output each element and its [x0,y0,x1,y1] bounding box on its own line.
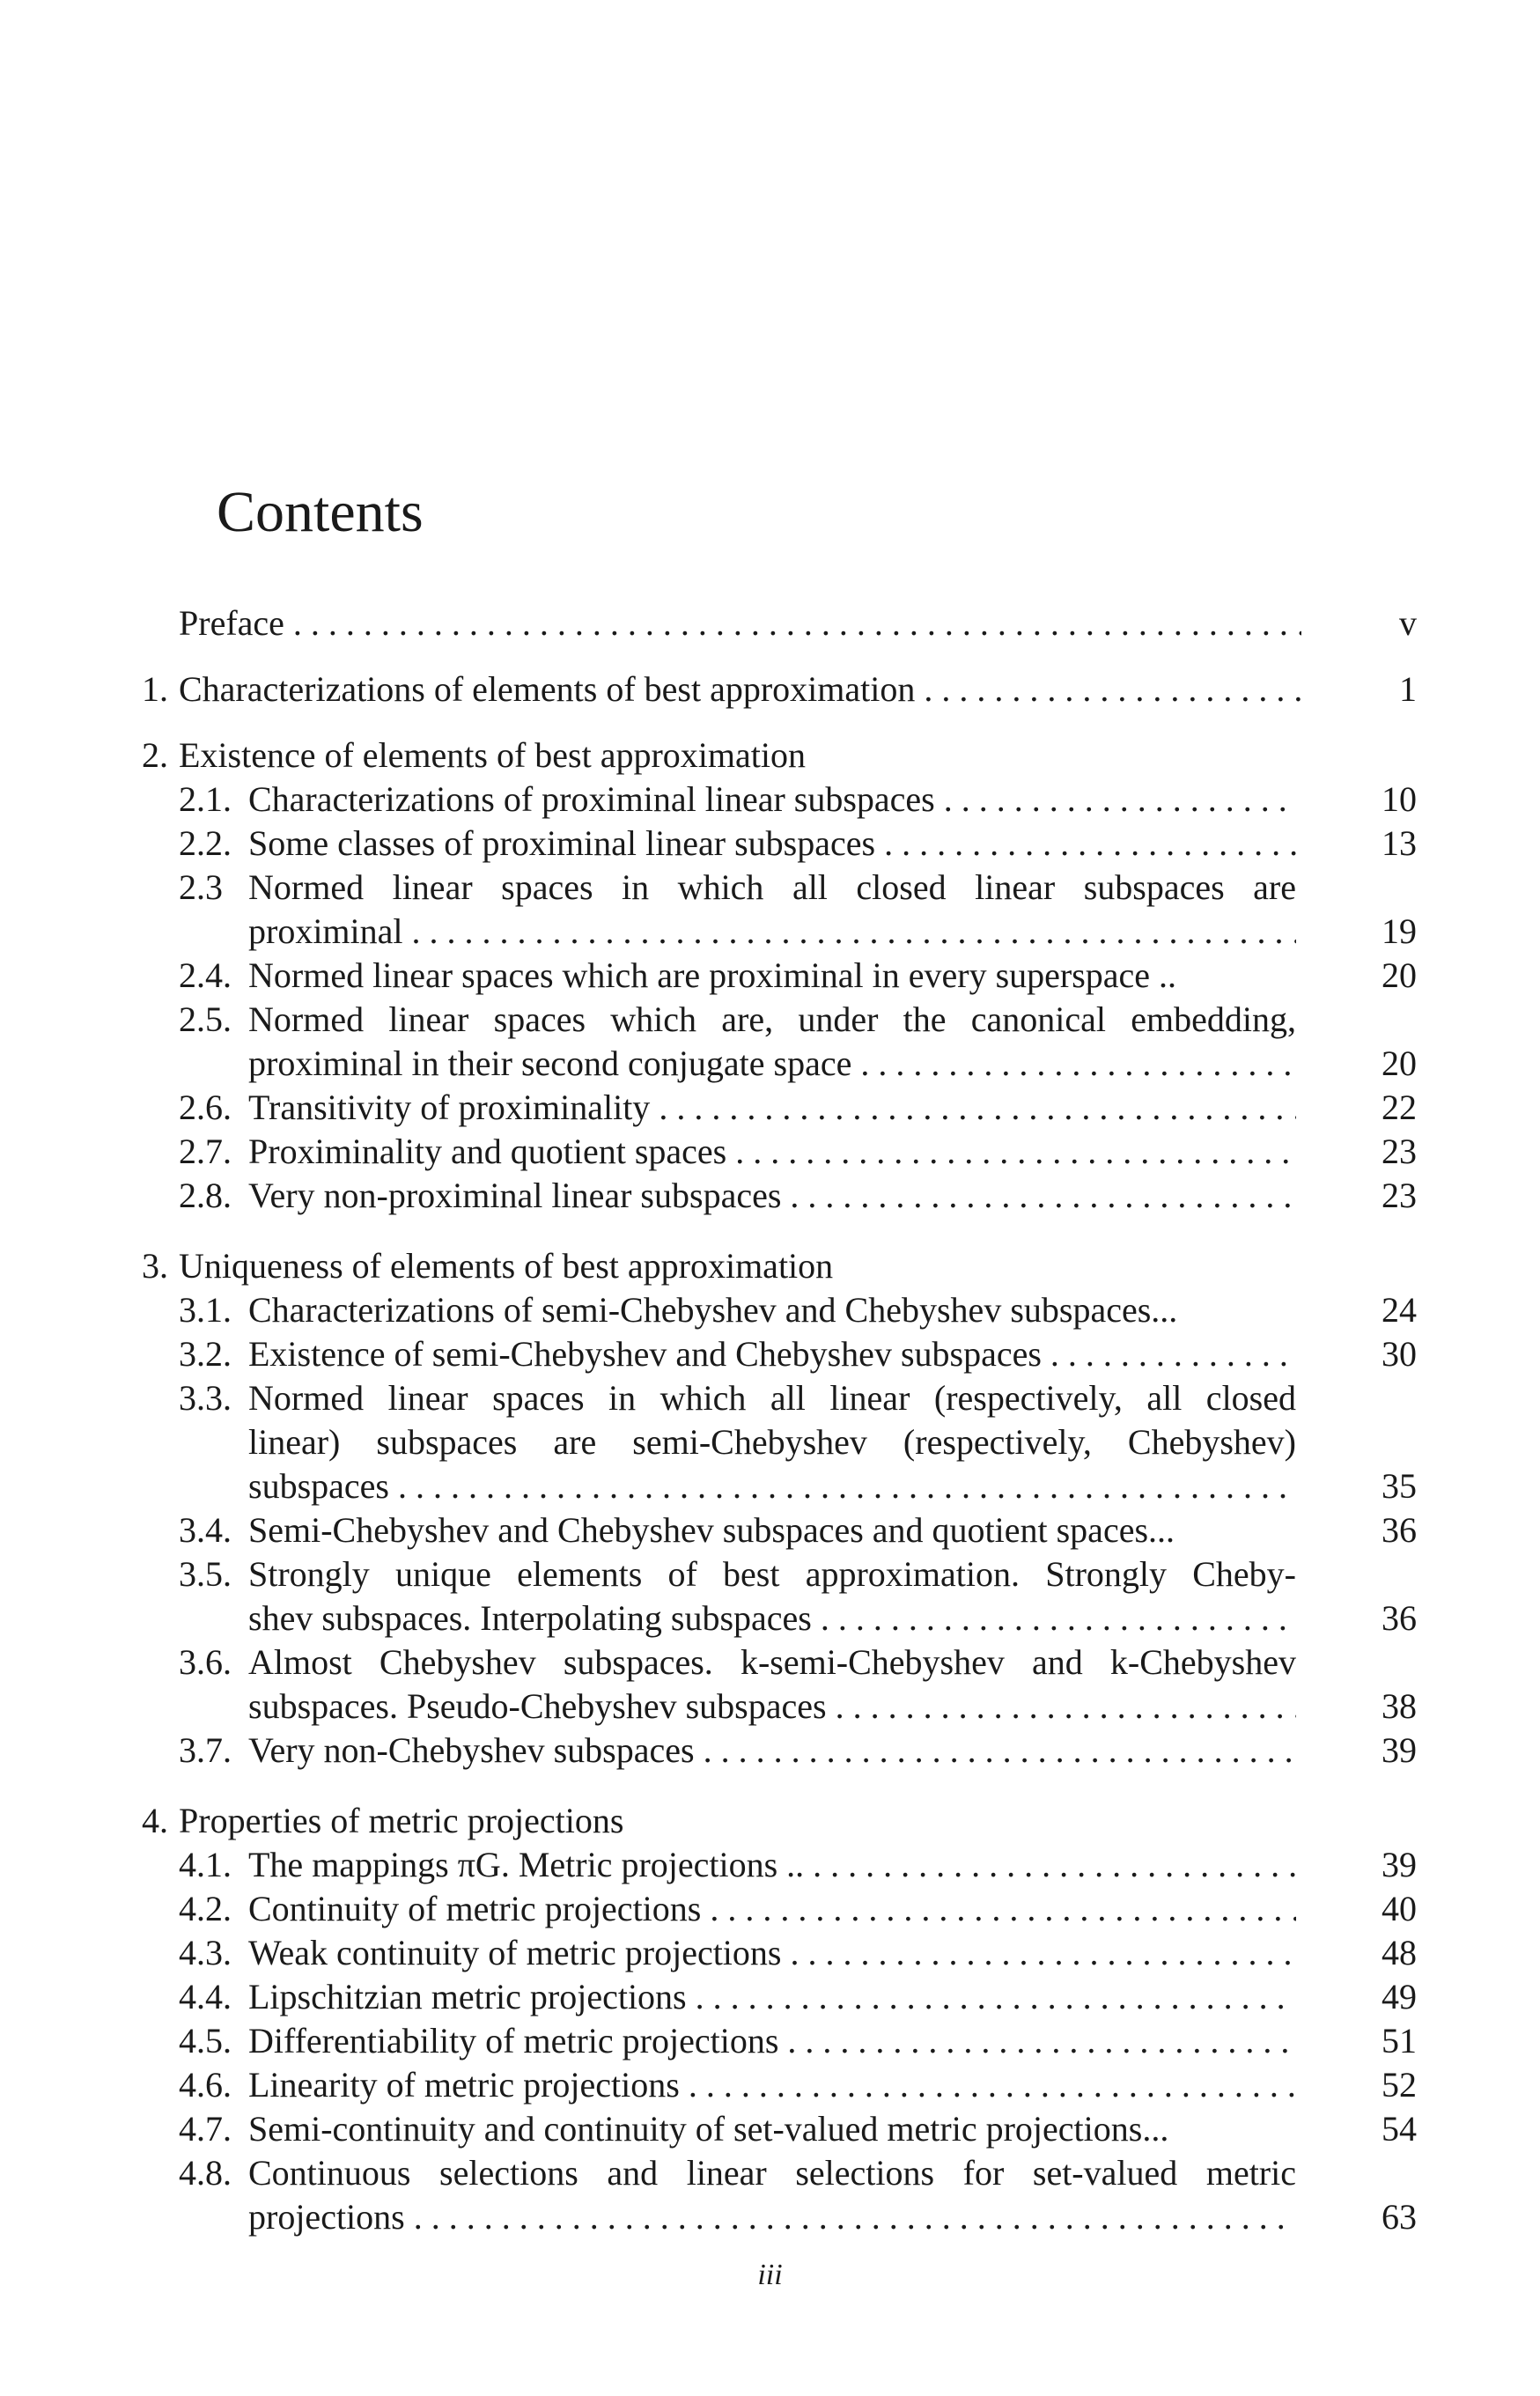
section-number: 4.2. [179,1889,232,1928]
chapter-title: Properties of metric projections [179,1801,624,1840]
toc-page-number: 1 [1399,669,1417,709]
section-title: Continuity of metric projections . . . [248,1887,1296,1931]
section-title-continued: subspaces . . . [248,1464,1296,1508]
section-title: Existence of semi-Chebyshev and Chebyshev subspaces . . . [248,1332,1296,1376]
toc-page-number: 35 [1382,1466,1417,1506]
section-title: The mappings πG. Metric projections .. . . . [248,1843,1296,1887]
section-number: 3.7. [179,1730,232,1770]
section-title: Normed linear spaces which are proximinal in every superspace .. [248,955,1177,995]
chapter-title: Characterizations of elements of best approximation . . . [179,667,1301,711]
toc-section-2-3-cont [0,910,1540,954]
section-title: Semi-Chebyshev and Chebyshev subspaces and quotient spaces... [248,1510,1175,1550]
section-number: 2.1. [179,779,232,819]
toc-section-3-5-cont [0,1596,1540,1640]
section-title: Strongly unique elements of best approximation. Strongly Cheby- [248,1554,1296,1594]
toc-page-number: v [1399,603,1417,643]
section-number: 2.6. [179,1087,232,1127]
toc-section-3-1 [0,1288,1540,1332]
section-title: Almost Chebyshev subspaces. k-semi-Chebyshev and k-Chebyshev [248,1642,1296,1682]
section-number: 2.4. [179,955,232,995]
section-number: 2.7. [179,1132,232,1171]
toc-section-2-5 [0,998,1540,1042]
toc-page-number: 22 [1382,1087,1417,1127]
section-title: Very non-Chebyshev subspaces . . . [248,1729,1296,1773]
chapter-title: Uniqueness of elements of best approximation [179,1246,834,1286]
section-number: 3.4. [179,1510,232,1550]
toc-page-number: 10 [1382,779,1417,819]
toc-section-4-6 [0,2063,1540,2107]
toc-page-number: 52 [1382,2065,1417,2105]
toc-section-4-4 [0,1975,1540,2019]
toc-section-3-3-cont [0,1420,1540,1464]
toc-page-number: 13 [1382,823,1417,863]
toc-chapter-2 [0,734,1540,778]
toc-page-number: 23 [1382,1132,1417,1171]
chapter-number: 3. [142,1246,168,1286]
toc-page-number: 20 [1382,955,1417,995]
section-title: Linearity of metric projections . . . [248,2063,1296,2107]
toc-page-number: 39 [1382,1845,1417,1884]
section-title: Differentiability of metric projections . . . [248,2019,1296,2063]
toc-section-4-3 [0,1931,1540,1975]
toc-page-number: 19 [1382,911,1417,951]
toc-section-4-1 [0,1843,1540,1887]
toc-section-4-7 [0,2107,1540,2151]
toc-chapter-3 [0,1244,1540,1288]
section-title: Some classes of proximinal linear subspaces . . . [248,822,1296,866]
toc-page-number: 39 [1382,1730,1417,1770]
section-title: Continuous selections and linear selections for set-valued metric [248,2153,1296,2193]
toc-section-3-2 [0,1332,1540,1376]
section-number: 4.8. [179,2153,232,2193]
toc-section-3-3 [0,1376,1540,1420]
toc-page-number: 30 [1382,1334,1417,1374]
toc-section-2-4 [0,954,1540,998]
section-number: 4.4. [179,1977,232,2016]
toc-section-2-6 [0,1086,1540,1130]
toc-section-4-8-cont [0,2195,1540,2239]
section-number: 4.5. [179,2021,232,2061]
section-number: 3.2. [179,1334,232,1374]
toc-section-2-5-cont [0,1042,1540,1086]
toc-page-number: 36 [1382,1598,1417,1638]
toc-page-number: 38 [1382,1686,1417,1726]
section-title: Semi-continuity and continuity of set-valued metric projections... [248,2109,1169,2149]
section-title-continued: projections . . . [248,2195,1296,2239]
toc-page-number: 24 [1382,1290,1417,1330]
section-number: 3.5. [179,1554,232,1594]
toc-section-2-1 [0,778,1540,822]
toc-section-2-3 [0,866,1540,910]
toc-section-4-2 [0,1887,1540,1931]
section-title: Transitivity of proximinality . . . [248,1086,1296,1130]
section-number: 2.5. [179,999,232,1039]
chapter-number: 1. [142,669,168,709]
toc-section-2-7 [0,1130,1540,1174]
section-title: Very non-proximinal linear subspaces . . . [248,1174,1296,1218]
toc-page-number: 40 [1382,1889,1417,1928]
section-title-continued: shev subspaces. Interpolating subspaces . . . [248,1596,1296,1640]
toc-chapter-4 [0,1799,1540,1843]
chapter-title: Existence of elements of best approximation [179,735,807,775]
toc-page-number: 23 [1382,1176,1417,1215]
chapter-number: 4. [142,1801,168,1840]
toc-page-number: 36 [1382,1510,1417,1550]
section-number: 2.3 [179,867,223,907]
section-title: Normed linear spaces in which all closed linear subspaces are [248,867,1296,907]
section-number: 2.2. [179,823,232,863]
toc-chapter-1 [0,667,1540,711]
section-title: Normed linear spaces in which all linear (respectively, all closed [248,1378,1296,1418]
chapter-number: 2. [142,735,168,775]
toc-section-3-5 [0,1552,1540,1596]
section-number: 2.8. [179,1176,232,1215]
section-number: 4.6. [179,2065,232,2105]
toc-section-3-4 [0,1508,1540,1552]
section-number: 3.6. [179,1642,232,1682]
section-title: Weak continuity of metric projections . . . [248,1931,1296,1975]
section-number: 3.3. [179,1378,232,1418]
section-title: Proximinality and quotient spaces . . . [248,1130,1296,1174]
section-title-continued: linear) subspaces are semi-Chebyshev (respectively, Chebyshev) [248,1422,1296,1462]
section-title: Lipschitzian metric projections . . . [248,1975,1296,2019]
toc-section-4-5 [0,2019,1540,2063]
toc-section-3-6-cont [0,1685,1540,1729]
section-number: 4.3. [179,1933,232,1972]
page-title: Contents [217,480,424,545]
section-title-continued: proximinal . . . [248,910,1296,954]
section-number: 4.1. [179,1845,232,1884]
section-title: Characterizations of semi-Chebyshev and Chebyshev subspaces... [248,1290,1178,1330]
toc-section-3-6 [0,1640,1540,1685]
section-title-continued: proximinal in their second conjugate space . . . [248,1042,1296,1086]
toc-section-2-2 [0,822,1540,866]
section-number: 4.7. [179,2109,232,2149]
toc-entry-label: Preface . . . [179,601,1301,645]
toc-page-number: 54 [1382,2109,1417,2149]
toc-section-3-3-cont [0,1464,1540,1508]
section-title: Characterizations of proximinal linear subspaces . . . [248,778,1296,822]
toc-page-number: 63 [1382,2197,1417,2237]
section-title: Normed linear spaces which are, under the canonical embedding, [248,999,1296,1039]
toc-section-2-8 [0,1174,1540,1218]
section-title-continued: subspaces. Pseudo-Chebyshev subspaces . . . [248,1685,1296,1729]
toc-section-3-7 [0,1729,1540,1773]
toc-page-number: 51 [1382,2021,1417,2061]
toc-page-number: 20 [1382,1043,1417,1083]
toc-section-4-8 [0,2151,1540,2195]
toc-page-number: 49 [1382,1977,1417,2016]
section-number: 3.1. [179,1290,232,1330]
toc-page-number: 48 [1382,1933,1417,1972]
toc-entry-preface [0,601,1540,645]
page-folio: iii [757,2259,783,2291]
